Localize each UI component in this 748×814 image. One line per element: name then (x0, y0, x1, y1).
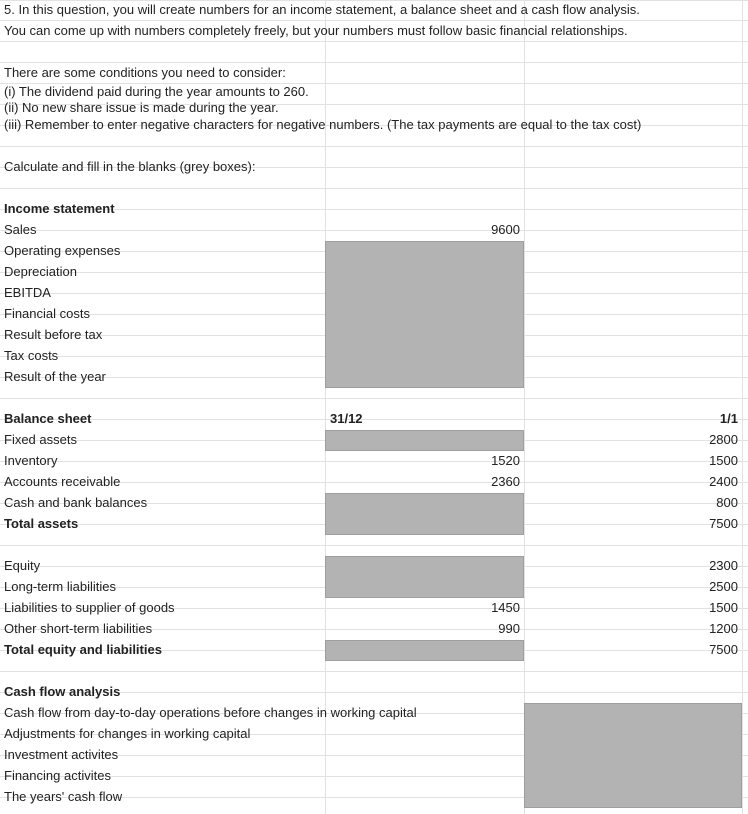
total-assets-start-value: 7500 (709, 516, 738, 531)
liability-start-value: 1500 (709, 600, 738, 615)
total-assets-label: Total assets (4, 516, 79, 531)
condition-3: (iii) Remember to enter negative characters for negative numbers. (The tax payments are equal to the tax cost) (4, 117, 642, 132)
cash-flow-blank-cells[interactable] (524, 703, 742, 808)
total-equity-liabilities-blank[interactable] (325, 640, 524, 661)
asset-row-label: Cash and bank balances (4, 495, 148, 510)
income-row-label: Result before tax (4, 327, 103, 342)
income-statement-title: Income statement (4, 201, 115, 216)
asset-end-value: 1520 (491, 453, 520, 468)
income-row-label: Financial costs (4, 306, 90, 321)
balance-sheet-title: Balance sheet (4, 411, 92, 426)
cash-flow-row-label: The years' cash flow (4, 789, 123, 804)
asset-end-value: 2360 (491, 474, 520, 489)
asset-start-value: 800 (716, 495, 738, 510)
income-row-label: Operating expenses (4, 243, 121, 258)
balance-col-end-header: 31/12 (330, 411, 363, 426)
balance-col-start-header: 1/1 (719, 411, 738, 426)
asset-start-value: 2800 (709, 432, 738, 447)
income-sales-value: 9600 (491, 222, 520, 237)
liability-row-label: Liabilities to supplier of goods (4, 600, 175, 615)
income-blank-cells[interactable] (325, 241, 524, 388)
liability-row-label: Equity (4, 558, 41, 573)
conditions-heading: There are some conditions you need to consider: (4, 65, 286, 80)
liability-start-value: 1200 (709, 621, 738, 636)
liability-end-value: 990 (498, 621, 520, 636)
condition-1: (i) The dividend paid during the year amounts to 260. (4, 84, 309, 99)
liability-end-value: 1450 (491, 600, 520, 615)
cash-total-assets-blank[interactable] (325, 493, 524, 535)
liability-start-value: 2300 (709, 558, 738, 573)
intro-line-1: 5. In this question, you will create numbers for an income statement, a balance sheet and a cash flow analysis. (4, 2, 640, 17)
asset-row-label: Fixed assets (4, 432, 77, 447)
asset-start-value: 1500 (709, 453, 738, 468)
income-row-label: Tax costs (4, 348, 59, 363)
cash-flow-row-label: Financing activites (4, 768, 111, 783)
equity-longterm-blank[interactable] (325, 556, 524, 598)
cash-flow-row-label: Cash flow from day-to-day operations before changes in working capital (4, 705, 417, 720)
cash-flow-row-label: Adjustments for changes in working capital (4, 726, 251, 741)
condition-2: (ii) No new share issue is made during the year. (4, 100, 279, 115)
income-row-label: Result of the year (4, 369, 106, 384)
fixed-assets-blank[interactable] (325, 430, 524, 451)
total-equity-liabilities-start-value: 7500 (709, 642, 738, 657)
liability-row-label: Other short-term liabilities (4, 621, 153, 636)
instruction-text: Calculate and fill in the blanks (grey boxes): (4, 159, 256, 174)
cash-flow-title: Cash flow analysis (4, 684, 121, 699)
income-row-label: Sales (4, 222, 37, 237)
asset-row-label: Inventory (4, 453, 58, 468)
asset-start-value: 2400 (709, 474, 738, 489)
asset-row-label: Accounts receivable (4, 474, 121, 489)
total-equity-liabilities-label: Total equity and liabilities (4, 642, 162, 657)
income-row-label: Depreciation (4, 264, 77, 279)
intro-line-2: You can come up with numbers completely freely, but your numbers must follow basic financial relationships. (4, 23, 628, 38)
income-row-label: EBITDA (4, 285, 51, 300)
liability-start-value: 2500 (709, 579, 738, 594)
cash-flow-row-label: Investment activites (4, 747, 119, 762)
liability-row-label: Long-term liabilities (4, 579, 116, 594)
